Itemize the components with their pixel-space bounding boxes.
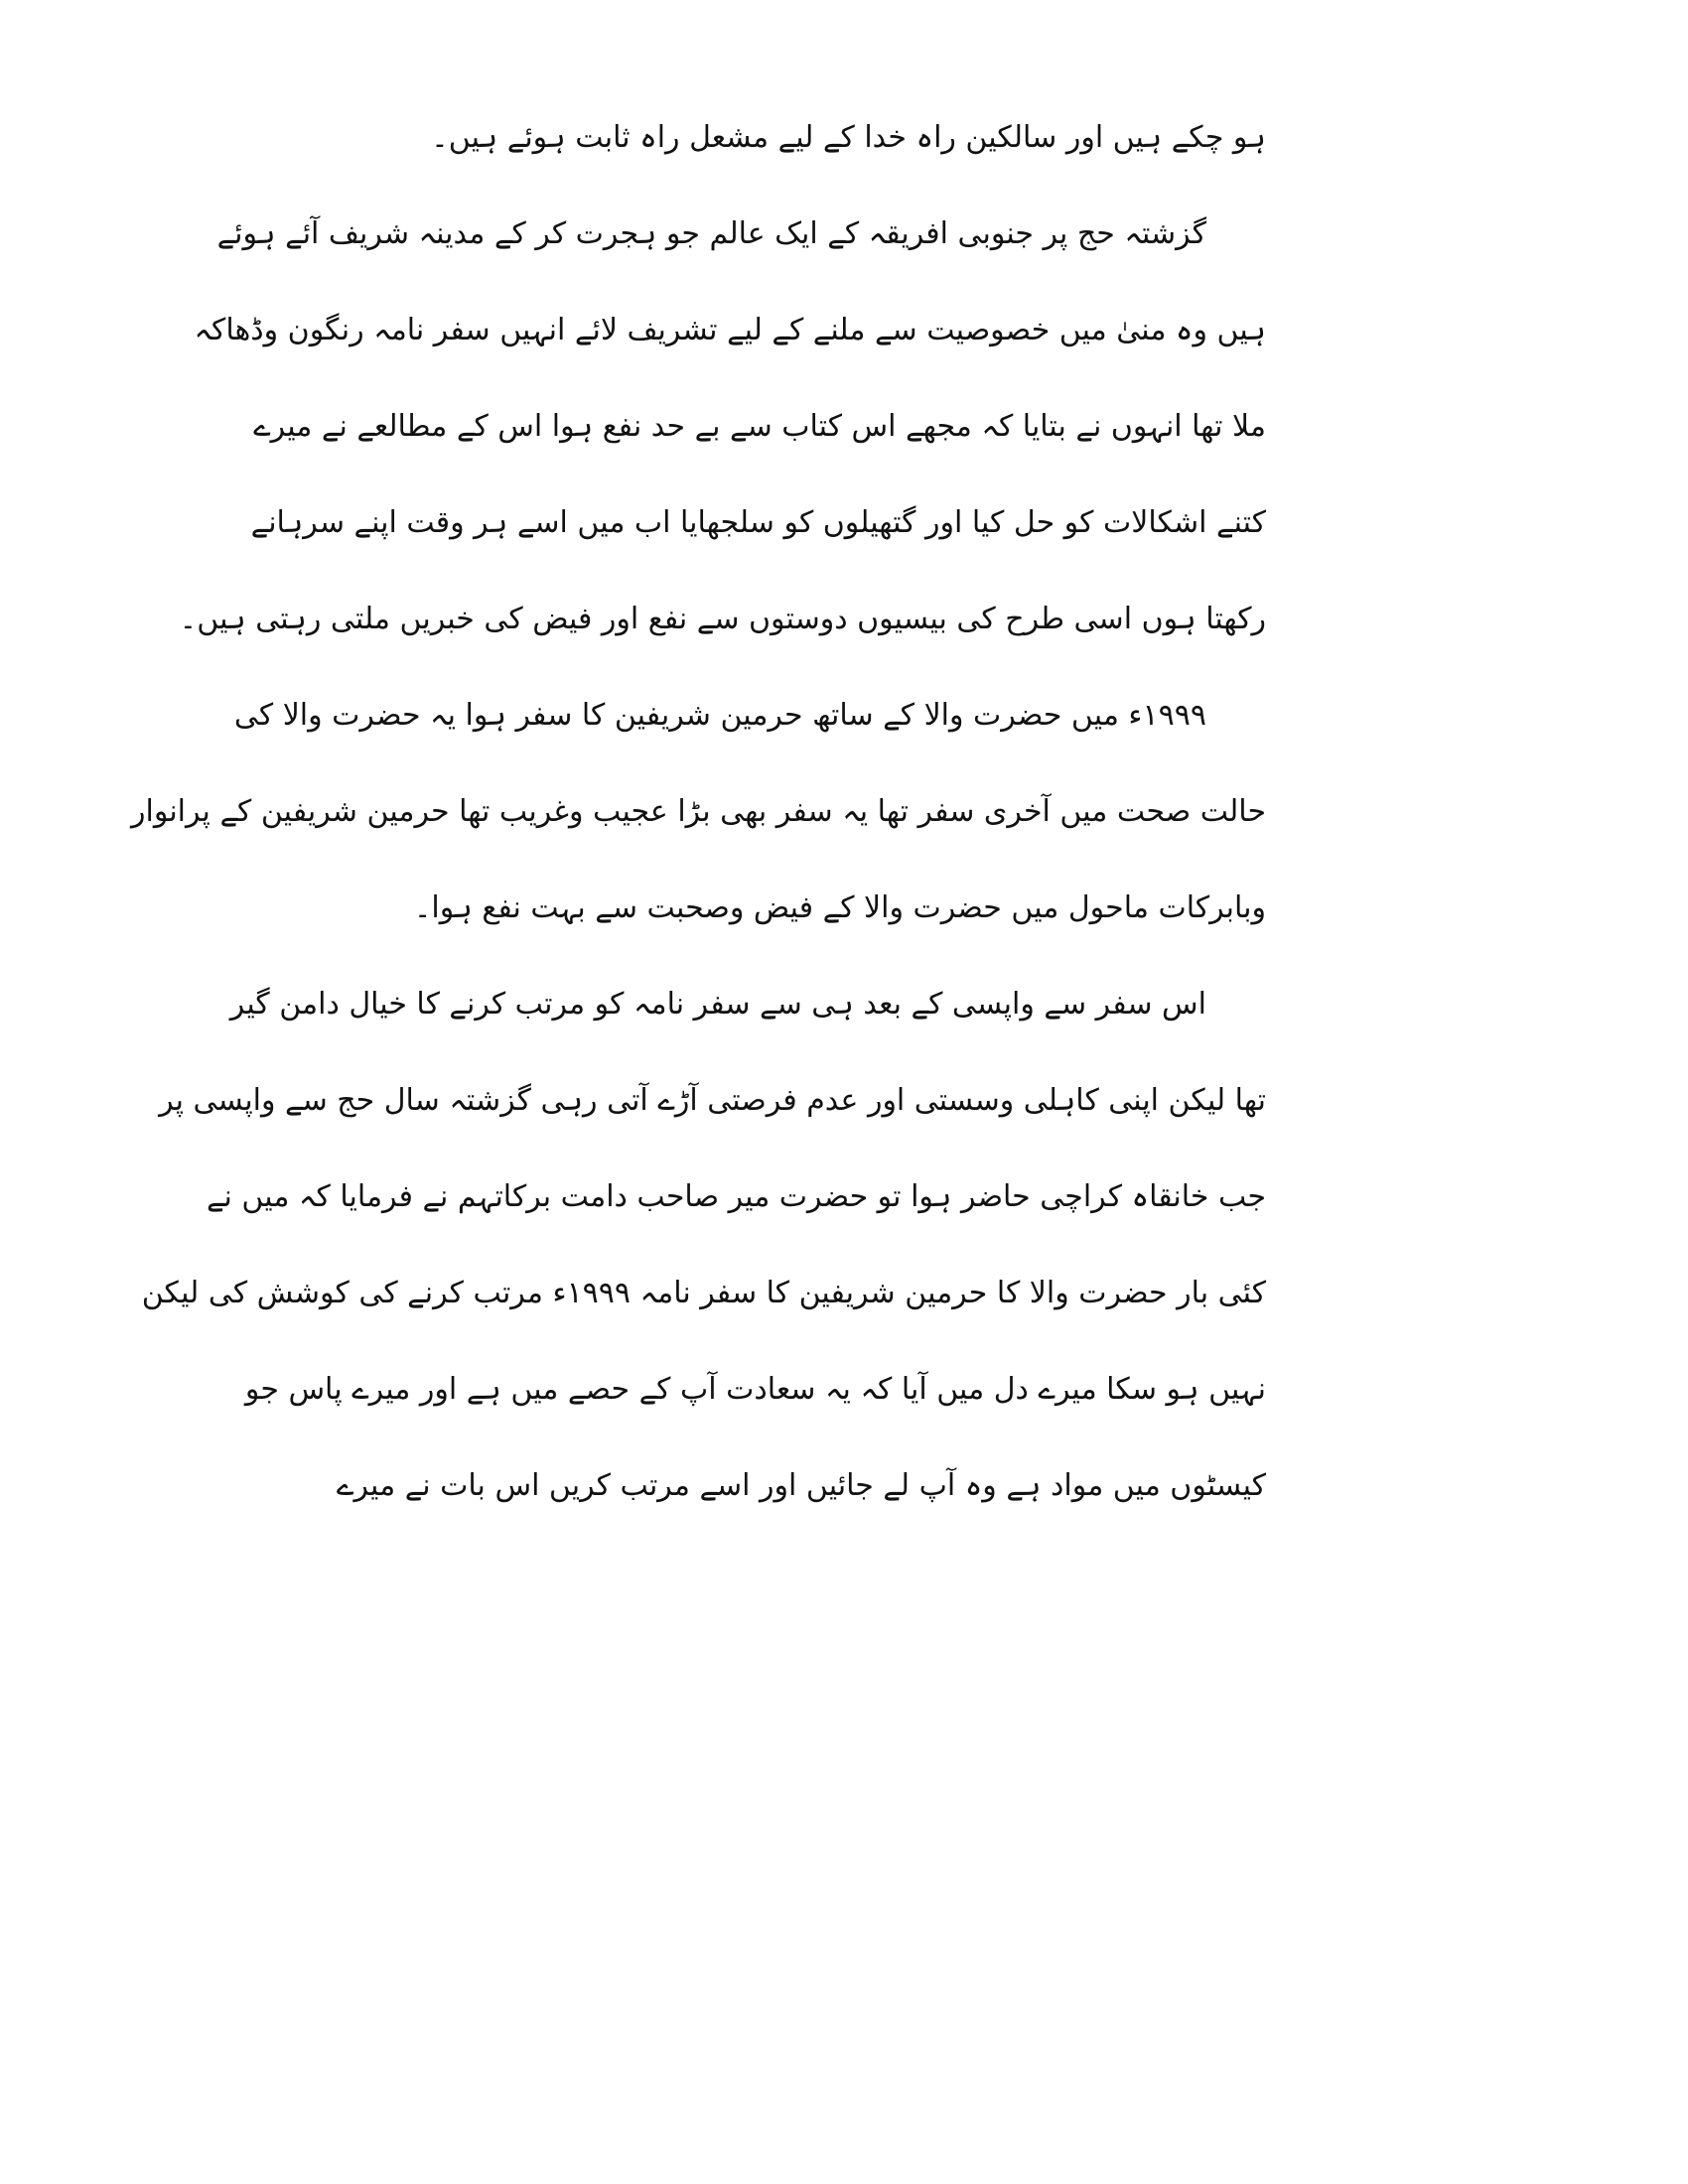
text-line-5: کتنے اشکالات کو حل کیا اور گتھیلوں کو سلجھایا اب میں اسے ہر وقت اپنے سرہانے [250, 505, 1266, 540]
text-line-10: اس سفر سے واپسی کے بعد ہی سے سفر نامہ کو مرتب کرنے کا خیال دامن گیر [229, 987, 1206, 1022]
text-line-8: حالت صحت میں آخری سفر تھا یہ سفر بھی بڑا عجیب وغریب تھا حرمین شریفین کے پرانوار [131, 794, 1266, 829]
text-line-1: ہو چکے ہیں اور سالکین راہ خدا کے لیے مشعل راہ ثابت ہوئے ہیں۔ [431, 120, 1266, 155]
text-line-12: جب خانقاہ کراچی حاضر ہوا تو حضرت میر صاحب دامت برکاتہم نے فرمایا کہ میں نے [206, 1179, 1266, 1214]
text-line-2: گزشتہ حج پر جنوبی افریقہ کے ایک عالم جو ہجرت کر کے مدینہ شریف آئے ہوئے [216, 216, 1206, 251]
text-line-11: تھا لیکن اپنی کاہلی وسستی اور عدم فرصتی آڑے آتی رہی گزشتہ سال حج سے واپسی پر [159, 1083, 1266, 1118]
text-line-7: ۱۹۹۹ء میں حضرت والا کے ساتھ حرمین شریفین کا سفر ہوا یہ حضرت والا کی [233, 698, 1206, 733]
text-line-13: کئی بار حضرت والا کا حرمین شریفین کا سفر نامہ ۱۹۹۹ء مرتب کرنے کی کوشش کی لیکن [141, 1276, 1266, 1310]
text-line-6: رکھتا ہوں اسی طرح کی بیسیوں دوستوں سے نفع اور فیض کی خبریں ملتی رہتی ہیں۔ [179, 602, 1266, 636]
text-line-9: وبابرکات ماحول میں حضرت والا کے فیض وصحبت سے بہت نفع ہوا۔ [413, 890, 1266, 925]
text-line-3: ہیں وہ منیٰ میں خصوصیت سے ملنے کے لیے تشریف لائے انہیں سفر نامہ رنگون وڈھاکہ [194, 313, 1266, 347]
text-line-14: نہیں ہو سکا میرے دل میں آیا کہ یہ سعادت آپ کے حصے میں ہے اور میرے پاس جو [244, 1372, 1266, 1407]
text-line-15: کیسٹوں میں مواد ہے وہ آپ لے جائیں اور اسے مرتب کریں اس بات نے میرے [336, 1468, 1266, 1503]
text-line-4: ملا تھا انہوں نے بتایا کہ مجھے اس کتاب سے بے حد نفع ہوا اس کے مطالعے نے میرے [253, 409, 1266, 444]
urdu-text-body [131, 109, 1266, 1554]
